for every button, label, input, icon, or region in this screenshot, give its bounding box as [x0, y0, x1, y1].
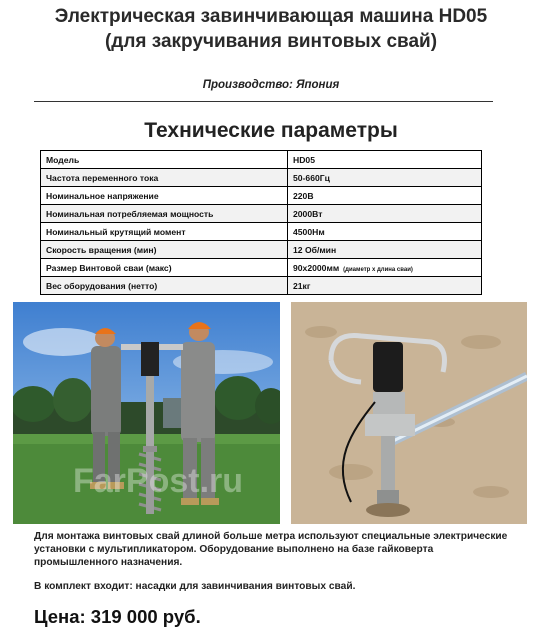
spec-value-text: 21кг: [293, 280, 311, 291]
spec-value: [288, 259, 482, 277]
spec-key: Номинальный крутящий момент: [41, 223, 288, 241]
description-text: Для монтажа винтовых свай длиной больше метра используют специальные электрические установки с мультипликатором. Оборудование выполнено на базе гайковерта промышленного назначения.: [34, 531, 508, 568]
divider: [34, 101, 493, 102]
spec-row: [41, 151, 482, 169]
spec-key: Скорость вращения (мин): [41, 241, 288, 259]
title-line-1: Электрическая завинчивающая машина HD05: [54, 6, 488, 27]
page-title: [0, 4, 542, 54]
spec-value: [288, 277, 482, 295]
title-line-2: (для закручивания винтовых свай): [104, 31, 438, 52]
machine-photo: [291, 302, 527, 524]
spec-row: [41, 205, 482, 223]
producer-label: Производство: Япония: [202, 79, 340, 91]
spec-value: [288, 223, 482, 241]
spec-row: [41, 259, 482, 277]
spec-row: [41, 241, 482, 259]
spec-row: [41, 223, 482, 241]
spec-row: [41, 187, 482, 205]
spec-value-text: HD05: [293, 154, 315, 165]
spec-key: Вес оборудования (нетто): [41, 277, 288, 295]
spec-value-text: 50-660Гц: [293, 172, 330, 183]
spec-value-text: 12 Об/мин: [293, 244, 337, 255]
specs-table: [40, 150, 482, 295]
spec-key: Номинальное напряжение: [41, 187, 288, 205]
specs-heading: Технические параметры: [144, 119, 398, 142]
spec-value: [288, 169, 482, 187]
spec-key: Модель: [41, 151, 288, 169]
spec-value-text: 220В: [293, 190, 314, 201]
spec-value: [288, 241, 482, 259]
spec-key: Частота переменного тока: [41, 169, 288, 187]
workers-photo: [13, 302, 280, 524]
spec-value: [288, 205, 482, 223]
spec-row: [41, 169, 482, 187]
spec-value-note: (диаметр х длина сваи): [343, 266, 413, 273]
spec-value-text: 2000Вт: [293, 208, 323, 219]
price-label: Цена: 319 000 руб.: [34, 606, 201, 627]
spec-value-text: 4500Нм: [293, 226, 325, 237]
spec-key: Номинальная потребляемая мощность: [41, 205, 288, 223]
spec-row: [41, 277, 482, 295]
spec-value: [288, 187, 482, 205]
spec-value: [288, 151, 482, 169]
spec-key: Размер Винтовой сваи (макс): [41, 259, 288, 277]
spec-value-text: 90х2000мм: [293, 262, 340, 273]
watermark-text: FarPost.ru: [73, 462, 244, 500]
kit-text: В комплект входит: насадки для завинчивания винтовых свай.: [34, 581, 356, 592]
